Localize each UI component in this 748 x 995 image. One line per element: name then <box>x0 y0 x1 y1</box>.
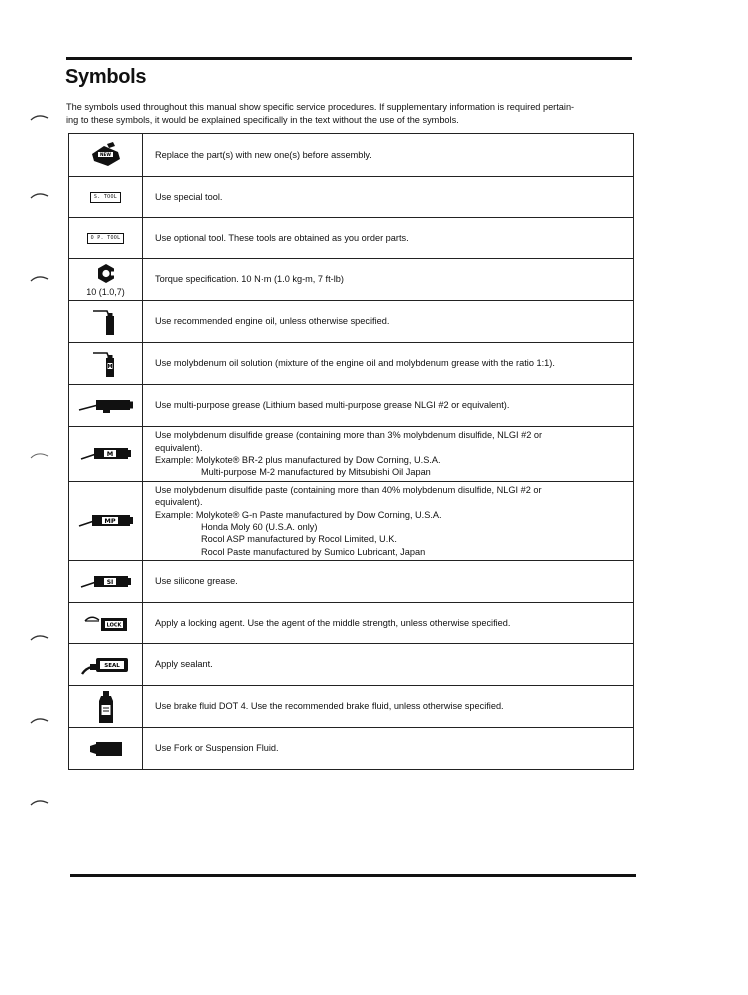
icon-cell <box>69 482 143 560</box>
description-text: equivalent). <box>155 442 203 453</box>
description-text: Example: Molykote® BR-2 plus manufactured by Dow Corning, U.S.A. <box>155 455 441 465</box>
symbol-row-moly-grease <box>69 426 633 481</box>
description-text: Use molybdenum oil solution (mixture of the engine oil and molybdenum grease with the ratio 1:1). <box>155 358 555 369</box>
symbol-row-brake-fluid <box>69 685 633 727</box>
description-text: Use recommended engine oil, unless otherwise specified. <box>155 316 390 327</box>
description-text: Use Fork or Suspension Fluid. <box>155 743 279 754</box>
symbol-description <box>143 218 633 258</box>
symbol-description <box>143 482 633 560</box>
binder-mark <box>30 632 50 642</box>
svg-text:LOCK: LOCK <box>106 622 121 629</box>
symbol-description <box>143 603 633 643</box>
description-text: Use special tool. <box>155 191 223 202</box>
symbol-row-torque <box>69 258 633 300</box>
icon-cell <box>69 259 143 300</box>
svg-text:M: M <box>106 450 113 458</box>
symbol-description <box>143 385 633 426</box>
svg-text:NEW: NEW <box>99 152 111 158</box>
symbol-description <box>143 259 633 300</box>
moly-paste-icon <box>78 512 134 530</box>
symbol-row-special-tool <box>69 176 633 217</box>
symbol-row-sealant <box>69 643 633 685</box>
torque-wrench-icon <box>96 263 116 285</box>
symbol-row-moly-oil <box>69 342 633 384</box>
binder-mark <box>30 112 50 122</box>
icon-cell <box>69 177 143 217</box>
symbol-row-moly-paste <box>69 481 633 560</box>
icon-cell <box>69 218 143 258</box>
binder-mark <box>30 715 50 725</box>
symbol-row-fork-fluid <box>69 727 633 769</box>
binder-mark <box>30 190 50 200</box>
icon-cell <box>69 343 143 384</box>
symbol-description <box>143 427 633 481</box>
symbol-row-multipurpose-grease <box>69 384 633 426</box>
svg-text:SI: SI <box>106 578 113 586</box>
description-text: Rocol ASP manufactured by Rocol Limited, U.K. <box>201 534 397 545</box>
icon-cell <box>69 561 143 602</box>
symbol-description <box>143 134 633 176</box>
description-text: Torque specification. 10 N·m (1.0 kg-m, 7 ft-lb) <box>155 274 344 285</box>
description-text: Use multi-purpose grease (Lithium based multi-purpose grease NLGI #2 or equivalent). <box>155 400 510 411</box>
icon-cell <box>69 603 143 643</box>
locking-agent-icon <box>81 612 131 634</box>
brake-fluid-bottle-icon <box>97 690 115 724</box>
description-text: Use silicone grease. <box>155 576 238 587</box>
moly-grease-icon <box>80 445 132 463</box>
description-text: Use optional tool. These tools are obtained as you order parts. <box>155 232 409 243</box>
binder-mark <box>30 273 50 283</box>
symbol-description <box>143 177 633 217</box>
icon-cell <box>69 728 143 769</box>
icon-cell <box>69 385 143 426</box>
symbol-row-optional-tool <box>69 217 633 258</box>
optional-tool-icon: O P. TOOL <box>87 233 125 244</box>
binder-mark <box>30 797 50 807</box>
description-text: Multi-purpose M-2 manufactured by Mitsubishi Oil Japan <box>201 467 431 478</box>
symbol-row-new-parts <box>69 134 633 176</box>
svg-text:SEAL: SEAL <box>103 662 120 669</box>
description-text: Use brake fluid DOT 4. Use the recommended brake fluid, unless otherwise specified. <box>155 701 504 712</box>
moly-oil-can-icon <box>91 350 121 378</box>
icon-cell <box>69 134 143 176</box>
description-text: Replace the part(s) with new one(s) before assembly. <box>155 149 372 160</box>
binder-mark <box>30 450 50 460</box>
oil-can-icon <box>91 308 121 336</box>
icon-cell <box>69 644 143 685</box>
intro-line: ing to these symbols, it would be explained specifically in the text without the use of the symbols. <box>66 115 459 125</box>
symbol-description <box>143 686 633 727</box>
special-tool-icon: S. TOOL <box>90 192 121 203</box>
svg-text:M: M <box>107 363 112 370</box>
symbol-description <box>143 644 633 685</box>
symbol-description <box>143 343 633 384</box>
description-text: Apply a locking agent. Use the agent of the middle strength, unless otherwise specified. <box>155 617 511 628</box>
description-text: Apply sealant. <box>155 659 213 670</box>
icon-cell <box>69 427 143 481</box>
description-text: equivalent). <box>155 497 203 508</box>
silicone-grease-icon <box>80 573 132 591</box>
svg-text:MP: MP <box>103 517 116 525</box>
symbol-description <box>143 728 633 769</box>
icon-cell <box>69 686 143 727</box>
symbol-description <box>143 561 633 602</box>
sealant-icon <box>80 654 132 676</box>
symbol-row-locking-agent <box>69 602 633 643</box>
torque-caption: 10 (1.0,7) <box>86 286 125 297</box>
symbol-description <box>143 301 633 342</box>
new-parts-icon <box>89 142 123 168</box>
symbols-table <box>68 133 634 770</box>
description-text: Rocol Paste manufactured by Sumico Lubricant, Japan <box>201 546 426 557</box>
symbol-row-silicone-grease <box>69 560 633 602</box>
fork-fluid-icon <box>88 741 124 757</box>
page-title: Symbols <box>65 66 147 88</box>
intro-paragraph <box>66 101 636 127</box>
description-text: Honda Moly 60 (U.S.A. only) <box>201 522 318 532</box>
intro-line: The symbols used throughout this manual show specific service procedures. If supplementary information is required pertain- <box>66 102 575 112</box>
icon-cell <box>69 301 143 342</box>
symbol-row-engine-oil <box>69 300 633 342</box>
description-text: Example: Molykote® G-n Paste manufactured by Dow Corning, U.S.A. <box>155 509 442 520</box>
description-text: Use molybdenum disulfide paste (containing more than 40% molybdenum disulfide, NLGI #2 or <box>155 484 542 495</box>
top-rule <box>66 57 632 60</box>
bottom-rule <box>70 874 636 877</box>
description-text: Use molybdenum disulfide grease (containing more than 3% molybdenum disulfide, NLGI #2 or <box>155 430 543 441</box>
grease-gun-icon <box>78 398 134 414</box>
